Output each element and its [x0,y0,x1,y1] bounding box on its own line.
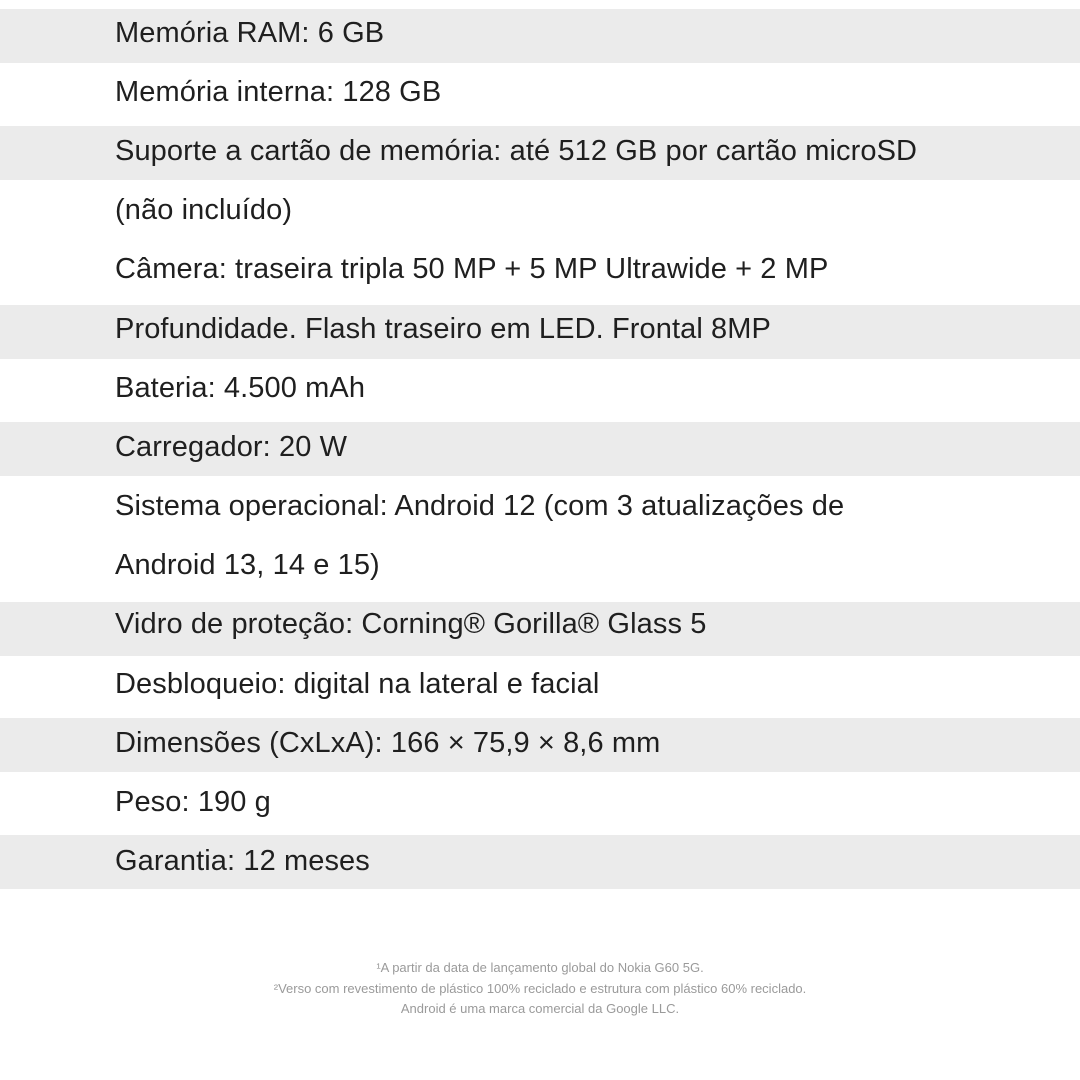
spec-dimensions: Dimensões (CxLxA): 166 × 75,9 × 8,6 mm [115,727,661,759]
spec-memory-card: Suporte a cartão de memória: até 512 GB por cartão microSD [115,135,918,167]
spec-charger: Carregador: 20 W [115,431,348,463]
spec-camera: Câmera: traseira tripla 50 MP + 5 MP Ultrawide + 2 MP [115,253,829,285]
spec-internal-memory: Memória interna: 128 GB [115,76,442,108]
footnotes [0,958,1080,1020]
spec-ram: Memória RAM: 6 GB [115,17,385,49]
spec-glass: Vidro de proteção: Corning® Gorilla® Glass 5 [115,608,707,640]
spec-memory-card-note: (não incluído) [115,194,293,226]
footnote-2: ²Verso com revestimento de plástico 100% reciclado e estrutura com plástico 60% reciclado. [273,980,807,996]
spec-unlock: Desbloqueio: digital na lateral e facial [115,668,600,700]
footnote-trademark: Android é uma marca comercial da Google LLC. [400,1001,680,1016]
spec-weight: Peso: 190 g [115,786,271,818]
spec-os-cont: Android 13, 14 e 15) [115,549,380,581]
spec-warranty: Garantia: 12 meses [115,845,370,877]
spec-battery: Bateria: 4.500 mAh [115,372,366,404]
footnote-1: ¹A partir da data de lançamento global do Nokia G60 5G. [376,960,704,975]
spec-os: Sistema operacional: Android 12 (com 3 atualizações de [115,490,845,522]
spec-camera-cont: Profundidade. Flash traseiro em LED. Frontal 8MP [115,313,771,345]
